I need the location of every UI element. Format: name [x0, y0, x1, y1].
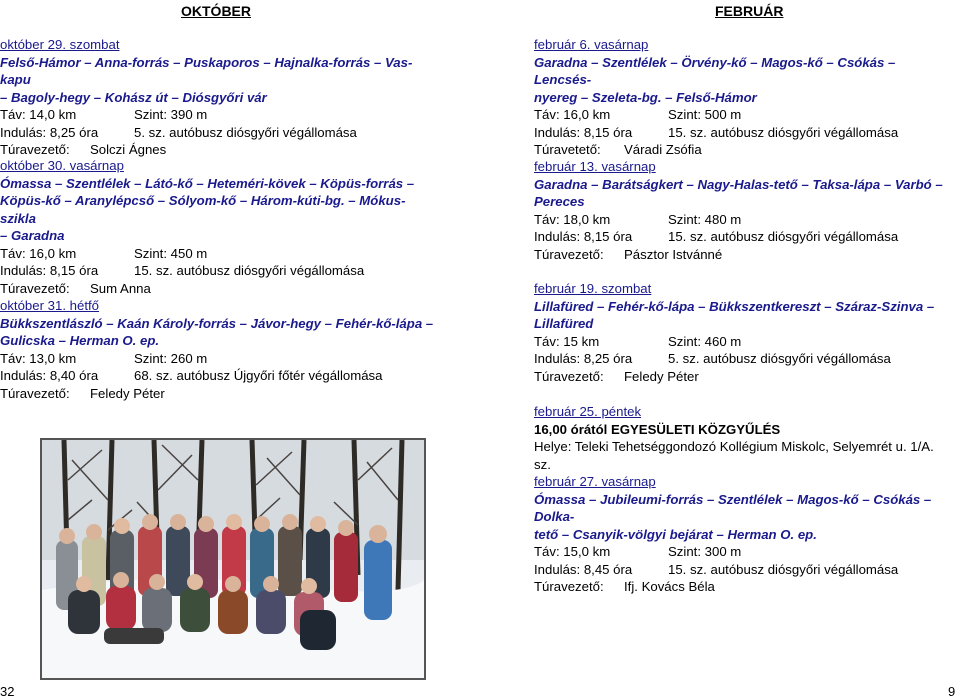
event-ascent: Szint: 500 m	[668, 107, 742, 122]
event-ascent: Szint: 450 m	[134, 245, 208, 261]
event-distance: Táv: 15 km	[534, 333, 600, 349]
event-leader: Solczi Ágnes	[90, 142, 167, 157]
event-transport: 5. sz. autóbusz diósgyőri végállomása	[134, 124, 357, 140]
event-date: február 6. vasárnap	[534, 37, 649, 52]
event-transport: 15. sz. autóbusz diósgyőri végállomása	[668, 124, 899, 140]
event-transport: 5. sz. autóbusz diósgyőri végállomása	[668, 351, 891, 366]
event-route: tető – Csanyik-völgyi bejárat – Herman O. ep.	[534, 526, 817, 542]
event-route: Lillafüred – Fehér-kő-lápa – Bükkszentkereszt – Száraz-Szinva –	[534, 298, 935, 314]
event-route: Lillafüred	[534, 316, 594, 331]
event-distance: Táv: 16,0 km	[534, 107, 611, 122]
hike-event	[534, 280, 954, 385]
event-transport: 68. sz. autóbusz Újgyőri főtér végállomása	[134, 368, 383, 383]
event-departure: Indulás: 8,25 óra	[0, 124, 99, 140]
meeting-place: Helye: Teleki Tehetséggondozó Kollégium Miskolc, Selyemrét u. 1/A. sz.	[534, 439, 934, 472]
event-route: – Garadna	[0, 228, 65, 243]
hike-event	[0, 297, 440, 402]
leader-label: Túravezető:	[534, 246, 604, 262]
general-assembly-notice	[534, 403, 954, 473]
event-date: február 13. vasárnap	[534, 159, 656, 174]
group-photo-illustration	[42, 440, 424, 678]
event-route: Köpüs-kő – Aranylépcső – Sólyom-kő – Három-kúti-bg. – Mókus-szikla	[0, 193, 406, 226]
event-distance: Táv: 15,0 km	[534, 544, 611, 559]
event-leader: Pásztor Istvánné	[624, 246, 723, 262]
event-date: október 30. vasárnap	[0, 158, 124, 173]
event-ascent: Szint: 480 m	[668, 211, 742, 227]
event-departure: Indulás: 8,15 óra	[534, 124, 633, 140]
event-distance: Táv: 14,0 km	[0, 107, 77, 122]
leader-label: Túravezető:	[0, 385, 70, 401]
event-ascent: Szint: 300 m	[668, 544, 742, 559]
event-departure: Indulás: 8,40 óra	[0, 368, 99, 383]
event-route: Ómassa – Szentlélek – Látó-kő – Heteméri-kövek – Köpüs-forrás –	[0, 175, 415, 191]
event-leader: Feledy Péter	[624, 368, 699, 384]
page-number-right: 9	[948, 684, 956, 699]
event-departure: Indulás: 8,25 óra	[534, 351, 633, 366]
event-route: Pereces	[534, 194, 585, 209]
event-transport: 15. sz. autóbusz diósgyőri végállomása	[668, 229, 899, 244]
hike-event	[534, 473, 954, 596]
event-leader: Sum Anna	[90, 280, 151, 296]
event-route: Garadna – Barátságkert – Nagy-Halas-tető – Taksa-lápa – Varbó –	[534, 176, 943, 192]
event-departure: Indulás: 8,15 óra	[534, 229, 633, 244]
event-date: október 31. hétfő	[0, 298, 99, 313]
leader-label: Túravezető:	[0, 142, 70, 157]
leader-label: Túravezető:	[0, 280, 70, 296]
page-number-left: 32	[0, 684, 15, 699]
hike-event	[534, 158, 954, 263]
event-route: Felső-Hámor – Anna-forrás – Puskaporos – Hajnalka-forrás – Vas-kapu	[0, 54, 413, 87]
event-leader: Feledy Péter	[90, 385, 165, 401]
leader-label: Túravetető:	[534, 142, 601, 157]
event-distance: Táv: 16,0 km	[0, 245, 77, 261]
leader-label: Túravezető:	[534, 579, 604, 594]
event-ascent: Szint: 390 m	[134, 107, 208, 122]
event-date: október 29. szombat	[0, 37, 120, 52]
event-transport: 15. sz. autóbusz diósgyőri végállomása	[134, 263, 365, 278]
event-ascent: Szint: 260 m	[134, 350, 208, 366]
month-heading-october: OKTÓBER	[181, 3, 251, 19]
hike-event	[534, 36, 954, 159]
event-ascent: Szint: 460 m	[668, 333, 742, 349]
event-date: február 27. vasárnap	[534, 474, 656, 489]
group-photo	[40, 438, 426, 680]
event-departure: Indulás: 8,45 óra	[534, 561, 633, 577]
event-route: nyereg – Szeleta-bg. – Felső-Hámor	[534, 89, 757, 105]
event-route: Garadna – Szentlélek – Örvény-kő – Magos-kő – Csókás – Lencsés-	[534, 54, 896, 87]
event-date: február 25. péntek	[534, 404, 642, 419]
hike-event	[0, 157, 440, 297]
event-distance: Táv: 18,0 km	[534, 211, 611, 227]
hike-event	[0, 36, 440, 159]
event-route: – Bagoly-hegy – Kohász út – Diósgyőri vár	[0, 89, 267, 105]
event-route: Ómassa – Jubileumi-forrás – Szentlélek – Magos-kő – Csókás – Dolka-	[534, 491, 932, 524]
event-route: Gulicska – Herman O. ep.	[0, 333, 160, 348]
event-date: február 19. szombat	[534, 281, 652, 296]
event-departure: Indulás: 8,15 óra	[0, 263, 99, 278]
meeting-title: 16,00 órától EGYESÜLETI KÖZGYŰLÉS	[534, 421, 781, 437]
event-transport: 15. sz. autóbusz diósgyőri végállomása	[668, 561, 899, 577]
month-heading-february: FEBRUÁR	[715, 3, 784, 19]
event-leader: Váradi Zsófia	[624, 142, 702, 157]
event-leader: Ifj. Kovács Béla	[624, 579, 715, 594]
event-route: Bükkszentlászló – Kaán Károly-forrás – Jávor-hegy – Fehér-kő-lápa –	[0, 315, 434, 331]
leader-label: Túravezető:	[534, 368, 604, 384]
event-distance: Táv: 13,0 km	[0, 350, 77, 366]
